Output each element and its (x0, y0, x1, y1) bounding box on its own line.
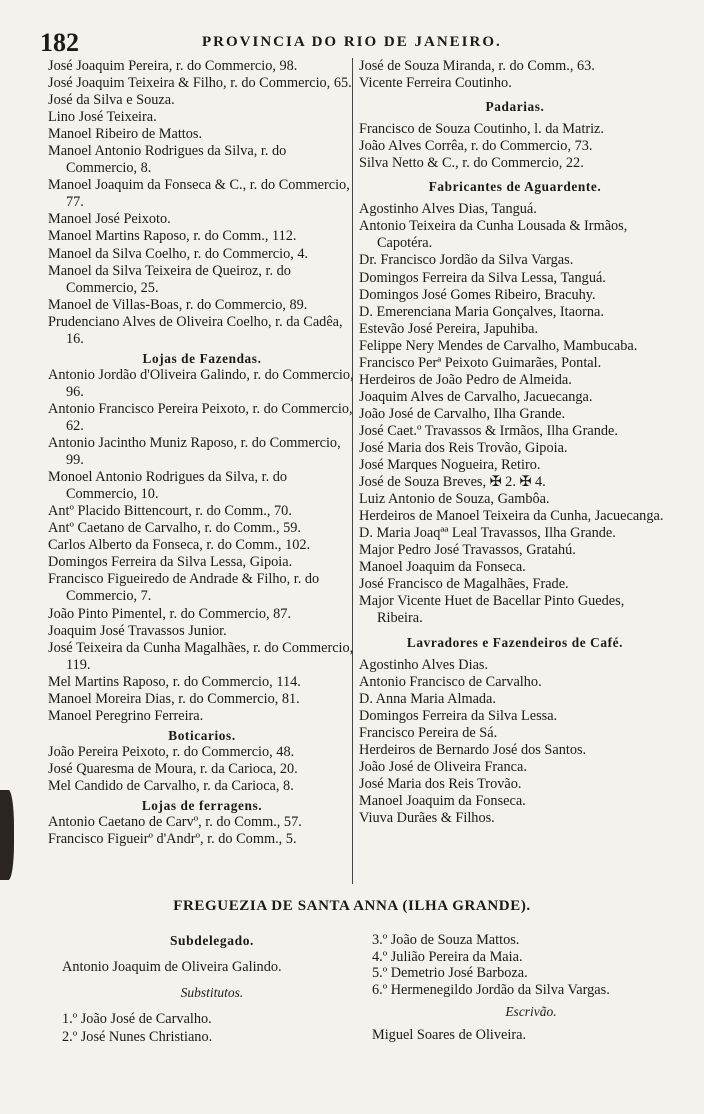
list-item: João Alves Corrêa, r. do Commercio, 73. (359, 138, 593, 155)
list-item: José Quaresma de Moura, r. da Carioca, 20. (48, 760, 298, 777)
list-item: 2.º José Nunes Christiano. (62, 1029, 213, 1045)
boticarios-list (48, 744, 356, 795)
list-item: Felippe Nery Mendes de Carvalho, Mambucaba. (359, 337, 638, 354)
subdelegado-heading: Subdelegado. (169, 933, 255, 948)
list-item: Agostinho Alves Dias, Tanguá. (359, 201, 537, 218)
padarias-list (359, 121, 671, 172)
list-item: José Marques Nogueira, Retiro. (359, 457, 541, 474)
list-item: Luiz Antonio de Souza, Gambôa. (359, 491, 550, 508)
list-item: Viuva Durães & Filhos. (359, 809, 495, 826)
lavradores-list (359, 657, 671, 827)
list-item: Joaquim José Travassos Junior. (48, 622, 227, 639)
list-item: Manoel de Villas-Boas, r. do Commercio, 89. (48, 296, 308, 313)
binding-shadow (0, 790, 14, 880)
subdelegado-name: Antonio Joaquim de Oliveira Galindo. (62, 959, 282, 975)
list-item: Monoel Antonio Rodrigues da Silva, r. do Commercio, 10. (48, 469, 288, 503)
list-item: Domingos Ferreira da Silva Lessa, Gipoia. (48, 554, 293, 571)
list-item: Francisco de Souza Coutinho, l. da Matriz. (359, 121, 604, 138)
escrivao-name: Miguel Soares de Oliveira. (372, 1026, 527, 1043)
lojas-ferragens-list (48, 814, 356, 848)
list-item: João Pinto Pimentel, r. do Commercio, 87. (48, 605, 292, 622)
list-item: José Maria dos Reis Trovão, Gipoia. (359, 439, 568, 456)
left-column (48, 58, 356, 848)
list-item: Major Vicente Huet de Bacellar Pinto Guedes, Ribeira. (359, 593, 625, 627)
running-head: PROVINCIA DO RIO DE JANEIRO. (202, 34, 502, 50)
list-item: 3.º João de Souza Mattos. (372, 932, 520, 948)
list-item: Francisco Figueiredo de Andrade & Filho, r. do Commercio, 7. (48, 571, 320, 605)
list-item: 4.º Julião Pereira da Maia. (372, 948, 523, 965)
list-item: Antº Placido Bittencourt, r. do Comm., 70. (48, 503, 292, 520)
list-item: Herdeiros de João Pedro de Almeida. (359, 371, 572, 388)
list-item: Manoel José Peixoto. (48, 211, 171, 228)
lojas-fazendas-list (48, 367, 356, 725)
aguardente-list (359, 201, 671, 627)
list-item: Antonio Caetano de Carvº, r. do Comm., 57. (48, 814, 302, 831)
list-item: Antonio Francisco de Carvalho. (359, 673, 542, 690)
list-item: José de Souza Miranda, r. do Comm., 63. (359, 58, 595, 74)
list-item: 5.º Demetrio José Barboza. (372, 965, 528, 981)
list-item: Francisco Perª Peixoto Guimarães, Pontal. (359, 354, 602, 371)
substitutos-heading: Substitutos. (180, 985, 244, 1000)
list-item: Manoel Martins Raposo, r. do Comm., 112. (48, 228, 297, 245)
list-item: João José de Oliveira Franca. (359, 758, 527, 775)
list-item: Antonio Jordão d'Oliveira Galindo, r. do Commercio, 96. (48, 366, 354, 400)
escrivao-heading: Escrivão. (505, 1004, 557, 1019)
section-heading-padarias: Padarias. (485, 99, 545, 115)
list-item: 1.º João José de Carvalho. (62, 1011, 212, 1027)
page-number: 182 (40, 28, 79, 57)
page-header (30, 28, 680, 58)
list-item: D. Anna Maria Almada. (359, 690, 496, 707)
list-item: Mel Martins Raposo, r. do Commercio, 114. (48, 673, 301, 690)
list-item: Manoel da Silva Teixeira de Queiroz, r. do Commercio, 25. (48, 262, 291, 296)
list-item: Manoel Moreira Dias, r. do Commercio, 81. (48, 690, 300, 707)
list-item: Manoel da Silva Coelho, r. do Commercio, 4. (48, 245, 309, 262)
list-item: Dr. Francisco Jordão da Silva Vargas. (359, 252, 574, 269)
list-item: Carlos Alberto da Fonseca, r. do Comm., 102. (48, 537, 311, 554)
list-item: Prudenciano Alves de Oliveira Coelho, r. da Cadêa, 16. (48, 313, 343, 347)
list-item: José de Souza Breves, ✠ 2. ✠ 4. (359, 474, 546, 491)
section-heading-aguardente: Fabricantes de Aguardente. (428, 179, 602, 195)
list-item: Domingos Ferreira da Silva Lessa. (359, 707, 558, 724)
section-heading-boticarios: Boticarios. (168, 727, 236, 743)
list-item: Herdeiros de Bernardo José dos Santos. (359, 741, 587, 758)
list-item: José Francisco de Magalhães, Frade. (359, 576, 569, 593)
list-item: Herdeiros de Manoel Teixeira da Cunha, Jacuecanga. (359, 508, 664, 525)
list-item: Agostinho Alves Dias. (359, 656, 489, 673)
list-item: Antonio Francisco Pereira Peixoto, r. do Commercio, 62. (48, 400, 353, 434)
freguezia-left (62, 932, 362, 1046)
list-item: Antº Caetano de Carvalho, r. do Comm., 59. (48, 520, 302, 537)
section-heading-lavradores: Lavradores e Fazendeiros de Café. (406, 634, 624, 650)
section-heading-lojas-fazendas: Lojas de Fazendas. (142, 350, 262, 366)
list-item: José Maria dos Reis Trovão. (359, 775, 522, 792)
section-heading-lojas-ferragens: Lojas de ferragens. (141, 798, 263, 814)
list-item: José Joaquim Teixeira & Filho, r. do Commercio, 65. (48, 75, 352, 92)
list-item: José Joaquim Pereira, r. do Commercio, 98. (48, 58, 298, 74)
list-item: Francisco Figueirº d'Andrº, r. do Comm., 5. (48, 831, 297, 848)
list-item: D. Emerenciana Maria Gonçalves, Itaorna. (359, 303, 604, 320)
list-item: D. Maria Joaqªª Leal Travassos, Ilha Grande. (359, 525, 616, 542)
list-item: 6.º Hermenegildo Jordão da Silva Vargas. (372, 981, 610, 998)
list-item: Manoel Ribeiro de Mattos. (48, 126, 203, 143)
list-item: Antonio Jacintho Muniz Raposo, r. do Commercio, 99. (48, 435, 341, 469)
list-item: Manoel Peregrino Ferreira. (48, 707, 204, 724)
list-item: Silva Netto & C., r. do Commercio, 22. (359, 155, 584, 172)
freguezia-right (372, 932, 690, 1043)
list-item: João Pereira Peixoto, r. do Commercio, 48. (48, 743, 295, 760)
list-item: Major Pedro José Travassos, Gratahú. (359, 542, 576, 559)
list-item: Lino José Teixeira. (48, 109, 157, 126)
list-item: Antonio Teixeira da Cunha Lousada & Irmãos, Capotéra. (359, 218, 628, 252)
list-item: Joaquim Alves de Carvalho, Jacuecanga. (359, 388, 593, 405)
right-top-list (359, 58, 671, 92)
list-item: Manoel Joaquim da Fonseca. (359, 559, 526, 576)
list-item: Manoel Joaquim da Fonseca & C., r. do Commercio, 77. (48, 177, 350, 211)
list-item: Manoel Joaquim da Fonseca. (359, 792, 526, 809)
list-item: José Caet.º Travassos & Irmãos, Ilha Grande. (359, 422, 618, 439)
list-item: José da Silva e Souza. (48, 92, 175, 109)
list-item: Vicente Ferreira Coutinho. (359, 75, 512, 92)
list-item: José Teixeira da Cunha Magalhães, r. do Commercio, 119. (48, 639, 354, 673)
list-item: João José de Carvalho, Ilha Grande. (359, 405, 566, 422)
right-column (359, 58, 671, 827)
freguezia-heading: FREGUEZIA DE SANTA ANNA (ILHA GRANDE). (173, 898, 531, 914)
list-item: Domingos José Gomes Ribeiro, Bracuhy. (359, 286, 596, 303)
list-item: Francisco Pereira de Sá. (359, 724, 498, 741)
list-item: Mel Candido de Carvalho, r. da Carioca, 8. (48, 777, 294, 794)
left-top-list (48, 58, 356, 348)
list-item: Estevão José Pereira, Japuhiba. (359, 320, 539, 337)
list-item: Domingos Ferreira da Silva Lessa, Tanguá. (359, 269, 606, 286)
list-item: Manoel Antonio Rodrigues da Silva, r. do Commercio, 8. (48, 143, 287, 177)
